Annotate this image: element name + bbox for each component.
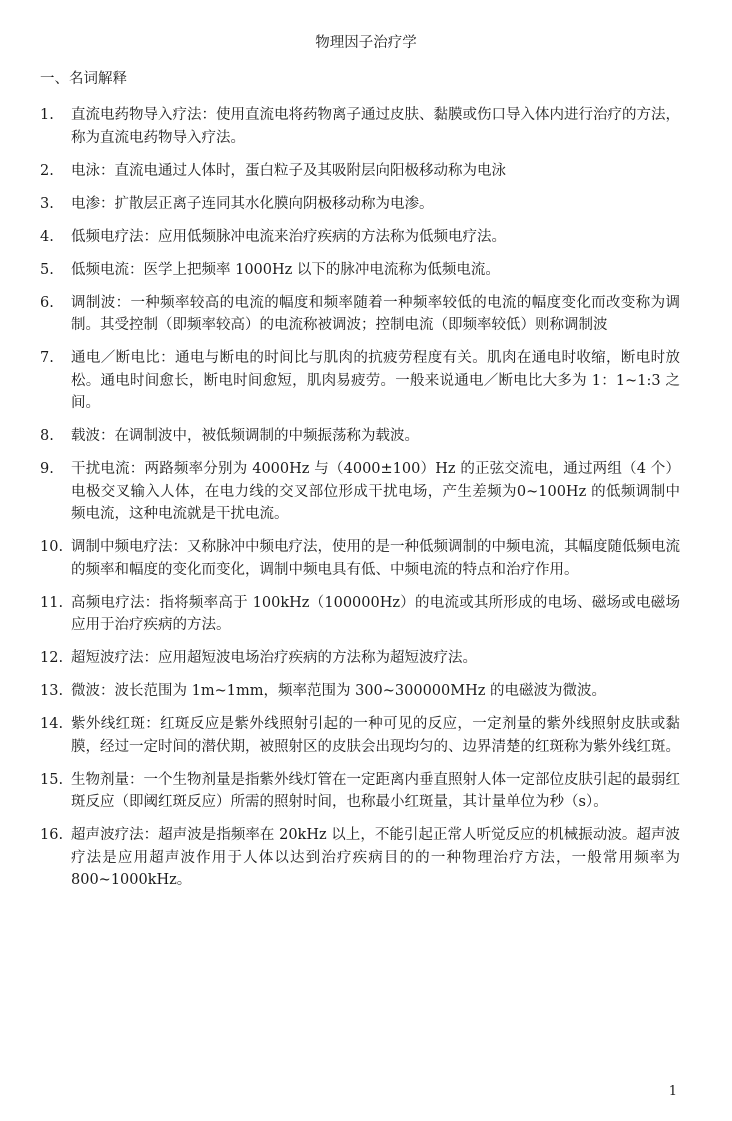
page-number: 1 [668, 1084, 677, 1099]
list-item [40, 226, 680, 249]
item-text: 通电／断电比：通电与断电的时间比与肌肉的抗疲劳程度有关。肌肉在通电时收缩，断电时放松。通电时间愈长，断电时间愈短，肌肉易疲劳。一般来说通电／断电比大多为 1：1~1:3 之间。 [71, 350, 680, 411]
item-number: 1. [40, 107, 54, 123]
list-item [40, 647, 680, 670]
list-item [40, 292, 680, 337]
list-item [40, 193, 680, 216]
item-number: 3. [40, 195, 54, 212]
item-text: 超声波疗法：超声波是指频率在 20kHz 以上，不能引起正常人听觉反应的机械振动波。超声波疗法是应用超声波作用于人体以达到治疗疾病目的的一种物理治疗方法，一般常用频率为 800~1000kHz。 [71, 827, 680, 888]
item-text: 调制波：一种频率较高的电流的幅度和频率随着一种频率较低的电流的幅度变化而改变称为调制。其受控制（即频率较高）的电流称被调波；控制电流（即频率较低）则称调制波 [71, 294, 680, 333]
list-item [40, 592, 680, 637]
list-item [40, 347, 680, 415]
term-list [40, 104, 680, 902]
list-item [40, 713, 680, 758]
item-number: 13. [40, 683, 64, 699]
item-text: 超短波疗法：应用超短波电场治疗疾病的方法称为超短波疗法。 [71, 650, 477, 666]
item-number: 5. [40, 261, 54, 278]
list-item [40, 680, 680, 703]
item-text: 低频电疗法：应用低频脉冲电流来治疗疾病的方法称为低频电疗法。 [71, 228, 506, 245]
item-text: 低频电流：医学上把频率 1000Hz 以下的脉冲电流称为低频电流。 [71, 261, 500, 278]
item-number: 14. [40, 716, 64, 732]
item-text: 调制中频电疗法：又称脉冲中频电疗法，使用的是一种低频调制的中频电流，其幅度随低频电流的频率和幅度的变化而变化，调制中频电具有低、中频电流的特点和治疗作用。 [71, 539, 680, 578]
item-text: 载波：在调制波中，被低频调制的中频振荡称为载波。 [71, 428, 419, 444]
list-item [40, 824, 680, 892]
item-number: 4. [40, 228, 54, 245]
item-number: 7. [40, 350, 54, 366]
document-title: 物理因子治疗学 [315, 35, 417, 51]
list-item [40, 425, 680, 448]
item-text: 紫外线红斑：红斑反应是紫外线照射引起的一种可见的反应，一定剂量的紫外线照射皮肤或黏膜，经过一定时间的潜伏期，被照射区的皮肤会出现均匀的、边界清楚的红斑称为紫外线红斑。 [71, 716, 680, 755]
item-number: 10. [40, 539, 64, 555]
list-item [40, 104, 680, 149]
item-number: 2. [40, 162, 54, 179]
list-item [40, 536, 680, 581]
list-item [40, 160, 680, 183]
item-text: 生物剂量：一个生物剂量是指紫外线灯管在一定距离内垂直照射人体一定部位皮肤引起的最弱红斑反应（即阈红斑反应）所需的照射时间，也称最小红斑量，其计量单位为秒（s）。 [71, 771, 680, 810]
item-number: 11. [40, 594, 64, 611]
item-text: 微波：波长范围为 1m~1mm，频率范围为 300~300000MHz 的电磁波为微波。 [71, 683, 606, 699]
list-item [40, 458, 680, 526]
item-text: 电泳：直流电通过人体时，蛋白粒子及其吸附层向阳极移动称为电泳 [71, 162, 506, 179]
item-number: 16. [40, 827, 64, 843]
item-number: 12. [40, 650, 64, 666]
item-text: 电渗：扩散层正离子连同其水化膜向阴极移动称为电渗。 [71, 195, 434, 212]
item-text: 直流电药物导入疗法：使用直流电将药物离子通过皮肤、黏膜或伤口导入体内进行治疗的方法，称为直流电药物导入疗法。 [71, 107, 680, 146]
item-text: 干扰电流：两路频率分别为 4000Hz 与（4000±100）Hz 的正弦交流电，通过两组（4 个）电极交叉输入人体，在电力线的交叉部位形成干扰电场，产生差频为0~100Hz 的低频调制中频电流，这种电流就是干扰电流。 [71, 461, 680, 522]
item-number: 15. [40, 771, 64, 788]
list-item [40, 769, 680, 814]
item-number: 6. [40, 294, 54, 311]
list-item [40, 259, 680, 282]
item-text: 高频电疗法：指将频率高于 100kHz（100000Hz）的电流或其所形成的电场、磁场或电磁场应用于治疗疾病的方法。 [71, 594, 680, 633]
section-heading: 一、名词解释 [40, 71, 127, 87]
item-number: 8. [40, 428, 54, 444]
item-number: 9. [40, 461, 54, 477]
